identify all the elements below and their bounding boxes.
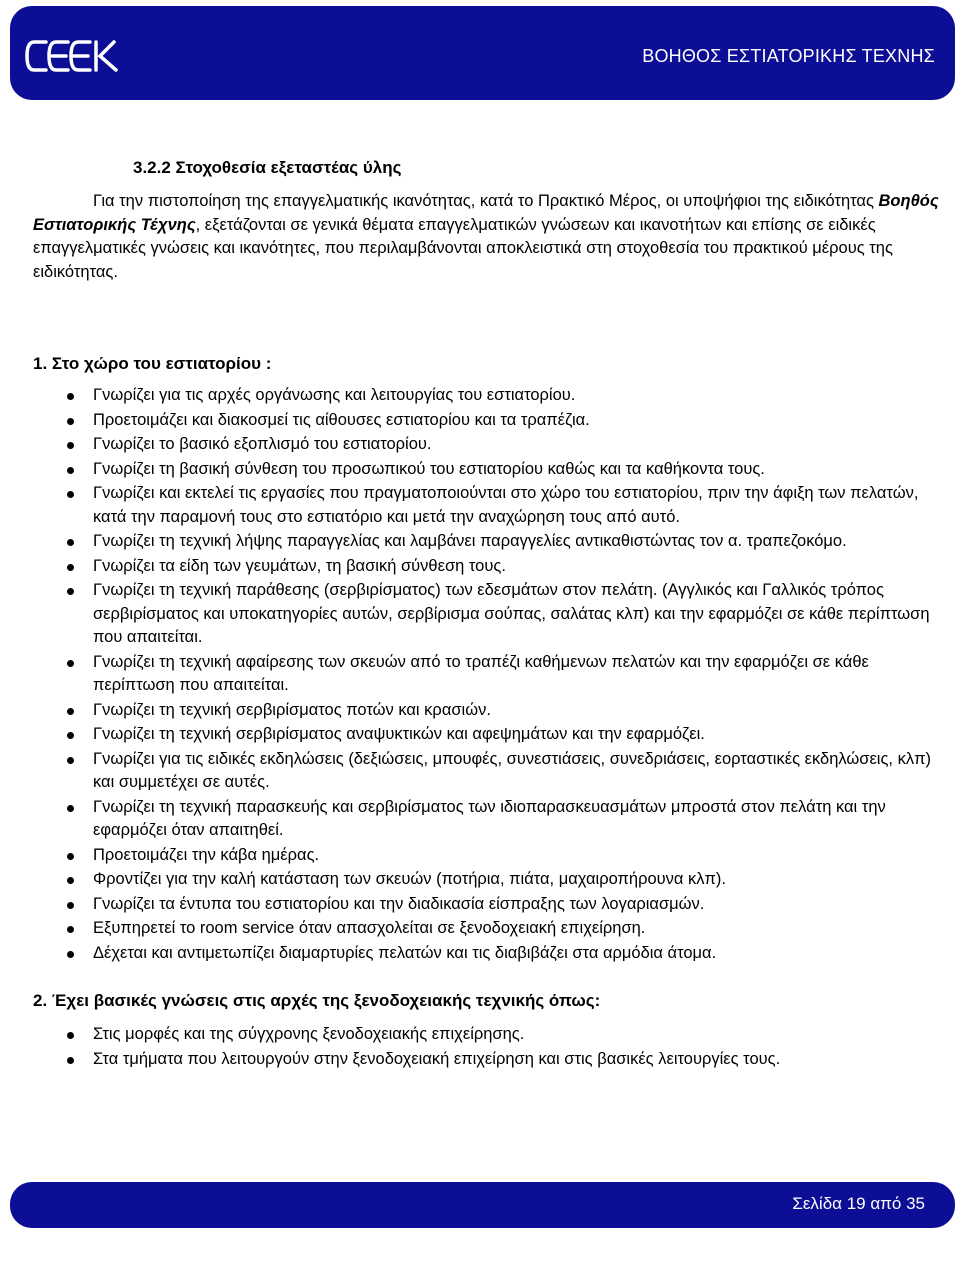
list-item-text: Δέχεται και αντιμετωπίζει διαμαρτυρίες πελατών και τις διαβιβάζει στα αρμόδια άτομα. [93, 943, 717, 962]
list-item-text: Γνωρίζει για τις αρχές οργάνωσης και λειτουργίας του εστιατορίου. [93, 386, 576, 404]
list-item-text: Γνωρίζει τη τεχνική σερβιρίσματος ποτών και κρασιών. [93, 700, 491, 719]
list-item [33, 482, 948, 529]
bullet-icon [67, 442, 74, 449]
list-item-text: Γνωρίζει τη τεχνική σερβιρίσματος αναψυκτικών και αφεψημάτων και την εφαρμόζει. [93, 725, 705, 743]
part1-list [33, 384, 948, 965]
list-item [33, 1023, 948, 1047]
list-item [33, 796, 948, 843]
bullet-icon [67, 418, 74, 425]
list-item [33, 458, 948, 482]
section-title: 3.2.2 Στοχοθεσία εξεταστέας ύλης [133, 158, 402, 177]
list-item [33, 748, 948, 795]
list-item [33, 530, 948, 554]
list-item-text: Στις μορφές και της σύγχρονης ξενοδοχειακής επιχείρησης. [93, 1025, 525, 1043]
bullet-icon [67, 588, 74, 595]
list-item-text: Γνωρίζει το βασικό εξοπλισμό του εστιατορίου. [93, 435, 432, 453]
list-item-text: Προετοιμάζει και διακοσμεί τις αίθουσες εστιατορίου και τα τραπέζια. [93, 410, 590, 429]
list-item [33, 917, 948, 941]
intro-paragraph [33, 190, 948, 284]
bullet-icon [67, 1032, 74, 1039]
list-item [33, 433, 948, 457]
list-item [33, 579, 948, 650]
bullet-icon [67, 564, 74, 571]
bullet-icon [67, 539, 74, 546]
bullet-icon [67, 660, 74, 667]
bullet-icon [67, 877, 74, 884]
list-item [33, 844, 948, 868]
bullet-icon [67, 853, 74, 860]
list-item [33, 409, 948, 433]
list-item [33, 723, 948, 747]
bullet-icon [67, 732, 74, 739]
ceek-logo-icon [24, 34, 124, 78]
list-item-text: Γνωρίζει τη τεχνική αφαίρεσης των σκευών από το τραπέζι καθήμενων πελατών και την εφαρμόζει σε κάθε περίπτωση που απαιτείται. [93, 652, 869, 694]
list-item-text: Φροντίζει για την καλή κατάσταση των σκευών (ποτήρια, πιάτα, μαχαιροπήρουνα κλπ). [93, 870, 727, 888]
list-item-text: Γνωρίζει τα έντυπα του εστιατορίου και την διαδικασία είσπραξης των λογαριασμών. [93, 894, 705, 913]
list-item [33, 893, 948, 917]
list-item [33, 384, 948, 408]
list-item-text: Γνωρίζει τη τεχνική παρασκευής και σερβιρίσματος των ιδιοπαρασκευασμάτων μπροστά στον πελάτη και την εφαρμόζει όταν απαιτηθεί. [93, 797, 886, 839]
part2-list [33, 1023, 948, 1071]
list-item-text: Γνωρίζει και εκτελεί τις εργασίες που πραγματοποιούνται στο χώρο του εστιατορίου, πριν την άφιξη των πελατών, κατά την παραμονή τους στο εστιατόριο και μετά την αναχώρηση τους από αυτό. [93, 484, 919, 526]
list-item-text: Γνωρίζει τη βασική σύνθεση του προσωπικού του εστιατορίου καθώς και τα καθήκοντα τους. [93, 459, 765, 478]
list-item-text: Γνωρίζει τη τεχνική παράθεσης (σερβιρίσματος) των εδεσμάτων στον πελάτη. (Αγγλικός και Γαλλικός τρόπος σερβιρίσματος και υποκατηγορίες αυτών, σερβίρισμα σούπας, σαλάτας κλπ) και την εφαρμόζει σε κάθε περίπτωση που απαιτείται. [93, 581, 930, 646]
list-item [33, 1048, 948, 1072]
bullet-icon [67, 902, 74, 909]
list-item [33, 699, 948, 723]
bullet-icon [67, 805, 74, 812]
document-title: ΒΟΗΘΟΣ ΕΣΤΙΑΤΟΡΙΚΗΣ ΤΕΧΝΗΣ [642, 46, 935, 66]
list-item-text: Γνωρίζει τη τεχνική λήψης παραγγελίας και λαμβάνει παραγγελίες αντικαθιστώντας τον α. τραπεζοκόμο. [93, 532, 847, 550]
intro-text-part1: Για την πιστοποίηση της επαγγελματικής ικανότητας, κατά το Πρακτικό Μέρος, οι υποψήφιοι της ειδικότητας [93, 192, 879, 210]
bullet-icon [67, 491, 74, 498]
list-item-text: Γνωρίζει τα είδη των γευμάτων, τη βασική σύνθεση τους. [93, 556, 506, 575]
list-item-text: Προετοιμάζει την κάβα ημέρας. [93, 845, 320, 864]
bullet-icon [67, 708, 74, 715]
list-item-text: Γνωρίζει για τις ειδικές εκδηλώσεις (δεξιώσεις, μπουφές, συνεστιάσεις, συνεδριάσεις, εορταστικές εκδηλώσεις, κλπ) και συμμετέχει σε αυτές. [93, 749, 931, 791]
list-item-text: Στα τμήματα που λειτουργούν στην ξενοδοχειακή επιχείρηση και στις βασικές λειτουργίες τους. [93, 1049, 781, 1068]
intro-emphasis: Βοηθός Εστιατορικής Τέχνης [33, 192, 939, 234]
list-item-text: Εξυπηρετεί το room service όταν απασχολείται σε ξενοδοχειακή επιχείρηση. [93, 919, 646, 937]
part2-heading: 2. Έχει βασικές γνώσεις στις αρχές της ξενοδοχειακής τεχνικής όπως: [33, 991, 601, 1010]
page-footer [10, 1182, 955, 1228]
bullet-icon [67, 393, 74, 400]
bullet-icon [67, 951, 74, 958]
bullet-icon [67, 467, 74, 474]
list-item [33, 868, 948, 892]
page-header [10, 6, 955, 100]
bullet-icon [67, 757, 74, 764]
page-number: Σελίδα 19 από 35 [792, 1194, 925, 1213]
list-item [33, 555, 948, 579]
intro-text-part2: , εξετάζονται σε γενικά θέματα επαγγελματικών γνώσεων και ικανοτήτων και επίσης σε ειδικές επαγγελματικές γνώσεις και ικανότητες, που περιλαμβάνονται αποκλειστικά στη στοχοθεσία του πρακτικού μέρους της ειδικότητας. [33, 215, 893, 281]
list-item [33, 651, 948, 698]
list-item [33, 942, 948, 966]
page-content [33, 156, 948, 1072]
bullet-icon [67, 926, 74, 933]
bullet-icon [67, 1057, 74, 1064]
part1-heading: 1. Στο χώρο του εστιατορίου : [33, 354, 272, 373]
